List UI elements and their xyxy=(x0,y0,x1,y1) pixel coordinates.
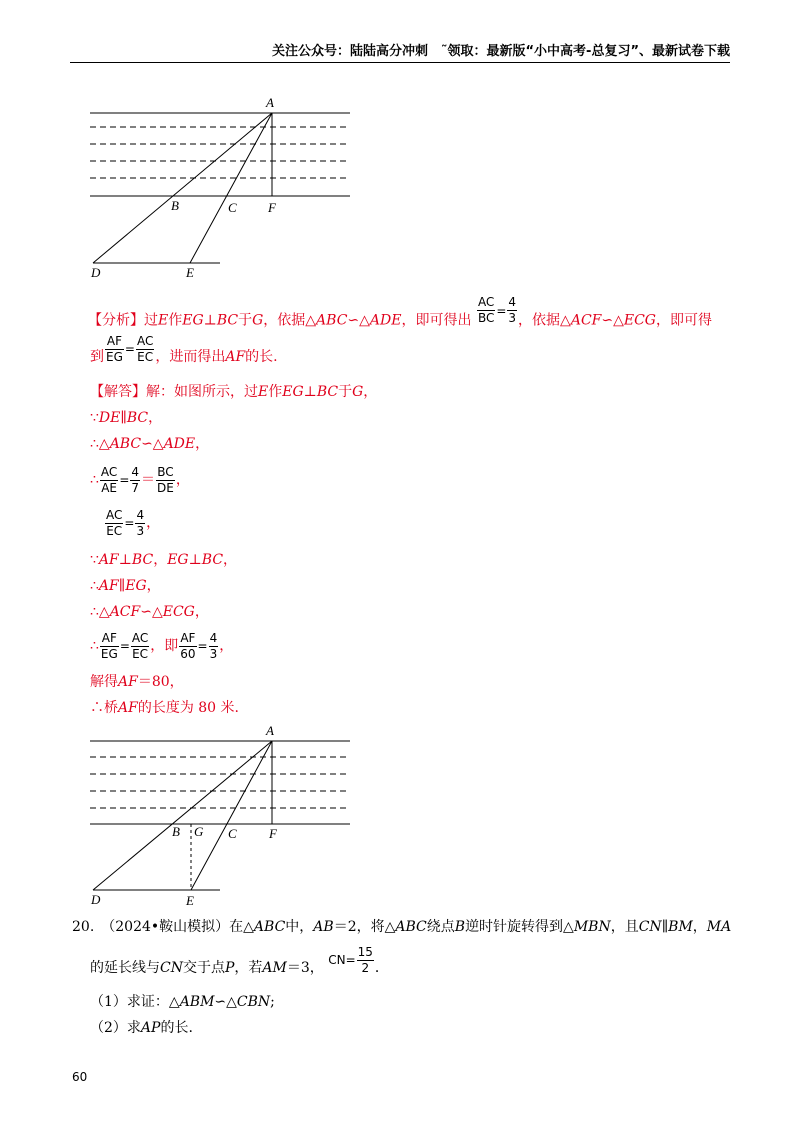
problem20-line-2: 的延长线与CN交于点P，若AM＝3， CN= $\frac{15}{2}$ ． xyxy=(90,944,389,976)
frac-4-7: $\frac{4}{7}$ xyxy=(131,464,140,495)
frac-4-3: $\frac{4}{3}$ xyxy=(508,295,517,325)
label-C: C xyxy=(228,200,237,215)
label-E: E xyxy=(186,265,194,280)
solution-line-5: $\frac{AC}{EC}$ = $\frac{4}{3}$ ， xyxy=(106,507,161,538)
frac-ac-ae: $\frac{AC}{AE}$ xyxy=(100,464,118,495)
cn-label: CN= xyxy=(328,953,356,967)
solution-line-4: ∴ $\frac{AC}{AE}$ = $\frac{4}{7}$ ＝ $\frac{BC}{DE}$ ， xyxy=(90,464,190,495)
frac-ac-ec-2: $\frac{AC}{EC}$ xyxy=(106,507,123,538)
segment-AD-2 xyxy=(93,741,272,890)
frac-bc-de: $\frac{BC}{DE}$ xyxy=(157,464,174,495)
frac-ac-bc: $\frac{AC}{BC}$ xyxy=(477,295,495,325)
frac-af-eg: $\frac{AF}{EG}$ xyxy=(106,333,123,364)
figure-1-svg xyxy=(85,95,365,285)
label-B-2: B xyxy=(172,824,180,839)
page-number: 60 xyxy=(72,1070,88,1084)
frac-4-3-2: $\frac{4}{3}$ xyxy=(136,507,145,538)
analysis-line-2: 到 $\frac{AF}{EG}$ = $\frac{AC}{EC}$ ，进而得出AF的长. xyxy=(90,333,278,365)
solution-line-1: 【解答】解：如图所示，过E作EG⊥BC于G， xyxy=(90,384,378,400)
frac-ac-ec: $\frac{AC}{EC}$ xyxy=(136,333,154,364)
solution-line-10: 解得AF＝80， xyxy=(90,674,184,690)
figure-1 xyxy=(85,95,365,289)
frac-ac-ec-3: $\frac{AC}{EC}$ xyxy=(131,630,149,661)
label-D-2: D xyxy=(91,892,101,907)
label-G-2: G xyxy=(194,824,204,839)
solution-line-3: ∴△ABC∽△ADE， xyxy=(90,436,210,452)
segment-AE-2 xyxy=(191,741,272,890)
solution-line-9: ∴ $\frac{AF}{EG}$ = $\frac{AC}{EC}$ ，即 $\frac{AF}{60}$ = $\frac{4}{3}$ ， xyxy=(90,630,234,661)
solution-line-2: ∵DE∥BC， xyxy=(90,410,163,426)
label-F-2: F xyxy=(269,826,277,841)
problem20-q1: （1）求证：△ABM∽△CBN; xyxy=(90,994,275,1010)
figure-2-svg xyxy=(85,722,365,914)
frac-15-2: $\frac{15}{2}$ xyxy=(357,944,373,975)
solution-line-6: ∵AF⊥BC，EG⊥BC， xyxy=(90,552,238,568)
solution-line-8: ∴△ACF∽△ECG， xyxy=(90,604,209,620)
label-A: A xyxy=(266,95,274,110)
frac-4-3-3: $\frac{4}{3}$ xyxy=(209,630,218,661)
solution-line-11: ∴桥AF的长度为 80 米. xyxy=(90,700,239,716)
problem20-line-1: 20. （2024•鞍山模拟）在△ABC中，AB＝2，将△ABC绕点B逆时针旋转得到△MBN，且CN∥BM，MA xyxy=(72,919,732,935)
label-D: D xyxy=(91,265,101,280)
label-B: B xyxy=(171,198,179,213)
frac-af-eg-2: $\frac{AF}{EG}$ xyxy=(100,630,118,661)
segment-AE xyxy=(190,113,272,263)
page-header xyxy=(70,40,730,63)
solution-line-7: ∴AF∥EG， xyxy=(90,578,161,594)
analysis-line-1: 【分析】过E作EG⊥BC于G，依据△ABC∽△ADE，即可得出 $\frac{AC}{BC}$ = $\frac{4}{3}$ ，依据△ACF∽△ECG，即可得 xyxy=(88,295,712,329)
header-text: 关注公众号：陆陆高分冲刺 ˜领取：最新版“小中高考-总复习”、最新试卷下载 xyxy=(272,44,730,59)
label-F: F xyxy=(268,200,276,215)
label-E-2: E xyxy=(186,893,194,908)
frac-af-60: $\frac{AF}{60}$ xyxy=(180,630,196,661)
problem20-q2: （2）求AP的长. xyxy=(90,1020,193,1036)
label-C-2: C xyxy=(228,826,237,841)
figure-2 xyxy=(85,722,365,918)
label-A-2: A xyxy=(266,723,274,738)
segment-AD xyxy=(93,113,272,263)
